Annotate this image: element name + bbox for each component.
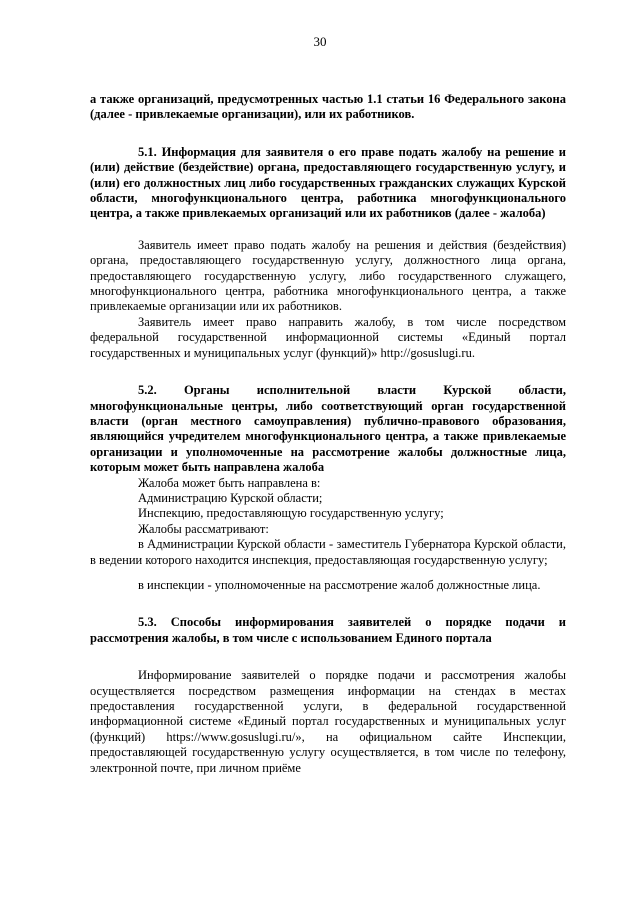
intro-paragraph: а также организаций, предусмотренных частью 1.1 статьи 16 Федерального закона (далее - привлекаемые организации), или их работников. (90, 92, 566, 122)
section-5-2-line-3: Инспекцию, предоставляющую государственную услугу; (138, 506, 444, 521)
section-5-2-line-4: Жалобы рассматривают: (138, 521, 269, 536)
section-5-3-paragraph-1: Информирование заявителей о порядке подачи и рассмотрения жалобы осуществляется посредством размещения информации на стендах в местах предоставления государственной услуги, в федеральной государственной информационной системе «Единый портал государственных и муниципальных услуг (функций) https://www.gosuslugi.ru/», на официальном сайте Инспекции, предоставляющей государственную услугу осуществляется, в том числе по телефону, электронной почте, при личном приёме (90, 668, 566, 775)
section-5-2-line-2: Администрацию Курской области; (138, 490, 323, 505)
section-5-1-paragraph-1: Заявитель имеет право подать жалобу на решения и действия (бездействия) органа, предоставляющего государственную услугу, должностного лица органа, предоставляющего государственную услугу, либо государственного служащего, многофункционального центра, работника многофункционального центра, а также привлекаемые организации или их работников. (90, 237, 566, 314)
section-5-2-heading: 5.2. Органы исполнительной власти Курской области, многофункциональные центры, либо соответствующий орган государственной власти (орган местного самоуправления) публично-правового образования, являющийся учредителем многофункционального центра, а также привлекаемые организации и уполномоченные на рассмотрение жалобы должностные лица, которым может быть направлена жалоба (90, 383, 566, 475)
section-5-3-heading: 5.3. Способы информирования заявителей о порядке подачи и рассмотрения жалобы, в том числе с использованием Единого портала (90, 615, 566, 645)
section-5-1-heading: 5.1. Информация для заявителя о его праве подать жалобу на решение и (или) действие (бездействие) органа, предоставляющего государственную услугу, и (или) его должностных лиц либо государственных гражданских служащих Курской области, многофункционального центра, работника многофункционального центра, а также привлекаемых организаций или их работников (далее - жалоба) (90, 144, 566, 221)
section-5-2-line-5: в Администрации Курской области - заместитель Губернатора Курской области, в ведении которого находится инспекция, предоставляющая государственную услугу; (90, 537, 566, 567)
section-5-2-line-1: Жалоба может быть направлена в: (138, 475, 321, 490)
document-body (90, 92, 566, 776)
section-5-1-paragraph-2: Заявитель имеет право направить жалобу, в том числе посредством федеральной государственной информационной системы «Единый портал государственных и муниципальных услуг (функций)» http://gosuslugi.ru. (90, 314, 566, 360)
section-5-2-line-6: в инспекции - уполномоченные на рассмотрение жалоб должностные лица. (138, 577, 541, 592)
page-number: 30 (313, 34, 327, 49)
